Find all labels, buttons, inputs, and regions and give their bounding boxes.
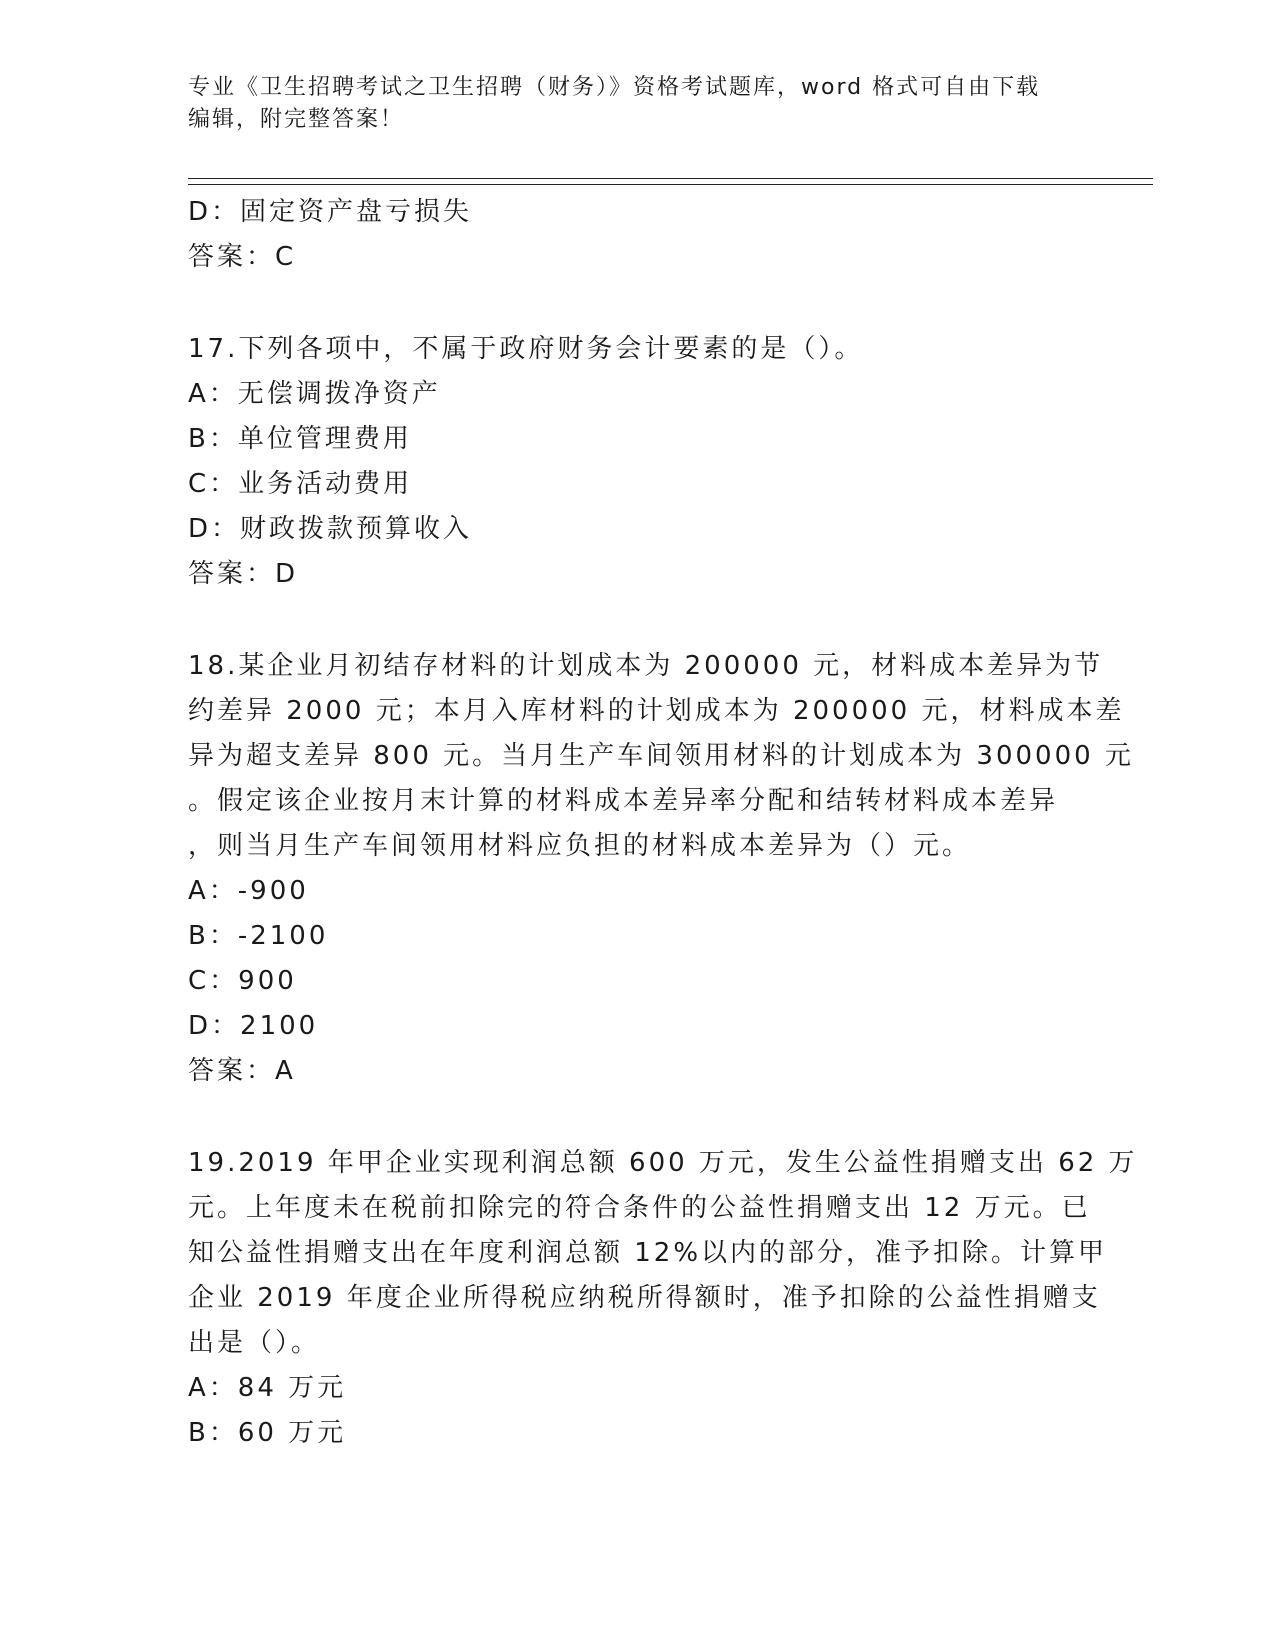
q17-stem: 17.下列各项中，不属于政府财务会计要素的是（）。	[188, 334, 864, 364]
answer-label: 答案：	[188, 242, 276, 272]
question-17	[188, 327, 1088, 597]
header-line-2: 编辑，附完整答案！	[188, 107, 405, 132]
answer-label: 答案：	[188, 1056, 276, 1086]
header-divider	[188, 178, 1153, 185]
q18-stem-line-2: 约差异 2000 元；本月入库材料的计划成本为 200000 元，材料成本差	[188, 696, 1125, 726]
answer-value: A	[275, 1056, 296, 1086]
q17-option-d: D：财政拨款预算收入	[188, 514, 473, 544]
q18-option-c: C：900	[188, 966, 297, 996]
q18-stem-line-4: 。假定该企业按月末计算的材料成本差异率分配和结转材料成本差异	[188, 786, 1059, 816]
header-line-1: 专业《卫生招聘考试之卫生招聘（财务）》资格考试题库，word 格式可自由下载	[188, 75, 1041, 100]
answer-value: D	[275, 559, 299, 589]
q18-answer	[188, 1049, 1088, 1094]
q17-option-a: A：无偿调拨净资产	[188, 379, 441, 409]
q19-option-a: A：84 万元	[188, 1373, 347, 1403]
q19-stem-line-4: 企业 2019 年度企业所得税应纳税所得额时，准予扣除的公益性捐赠支	[188, 1283, 1101, 1313]
prev-option-d: D：固定资产盘亏损失	[188, 197, 473, 227]
answer-value: C	[275, 242, 297, 272]
q18-stem-line-1: 18.某企业月初结存材料的计划成本为 200000 元，材料成本差异为节	[188, 651, 1104, 681]
q19-stem-line-3: 知公益性捐赠支出在年度利润总额 12%以内的部分，准予扣除。计算甲	[188, 1238, 1108, 1268]
q19-option-b: B：60 万元	[188, 1418, 347, 1448]
prev-answer	[188, 235, 1088, 280]
q17-option-b: B：单位管理费用	[188, 424, 412, 454]
q17-option-c: C：业务活动费用	[188, 469, 413, 499]
document-header	[188, 72, 1088, 136]
q19-stem-line-2: 元。上年度未在税前扣除完的符合条件的公益性捐赠支出 12 万元。已	[188, 1193, 1091, 1223]
q18-stem-line-3: 异为超支差异 800 元。当月生产车间领用材料的计划成本为 300000 元	[188, 741, 1134, 771]
q18-option-d: D：2100	[188, 1011, 319, 1041]
q19-stem-line-5: 出是（）。	[188, 1328, 321, 1358]
q18-stem-line-5: ，则当月生产车间领用材料应负担的材料成本差异为（）元。	[188, 831, 972, 861]
question-19	[188, 1141, 1138, 1456]
q18-option-b: B：-2100	[188, 921, 329, 951]
question-content	[188, 190, 1138, 1456]
q19-stem-line-1: 19.2019 年甲企业实现利润总额 600 万元，发生公益性捐赠支出 62 万	[188, 1148, 1138, 1178]
question-18	[188, 644, 1134, 1094]
q17-answer	[188, 552, 1088, 597]
q18-option-a: A：-900	[188, 876, 309, 906]
answer-label: 答案：	[188, 559, 276, 589]
